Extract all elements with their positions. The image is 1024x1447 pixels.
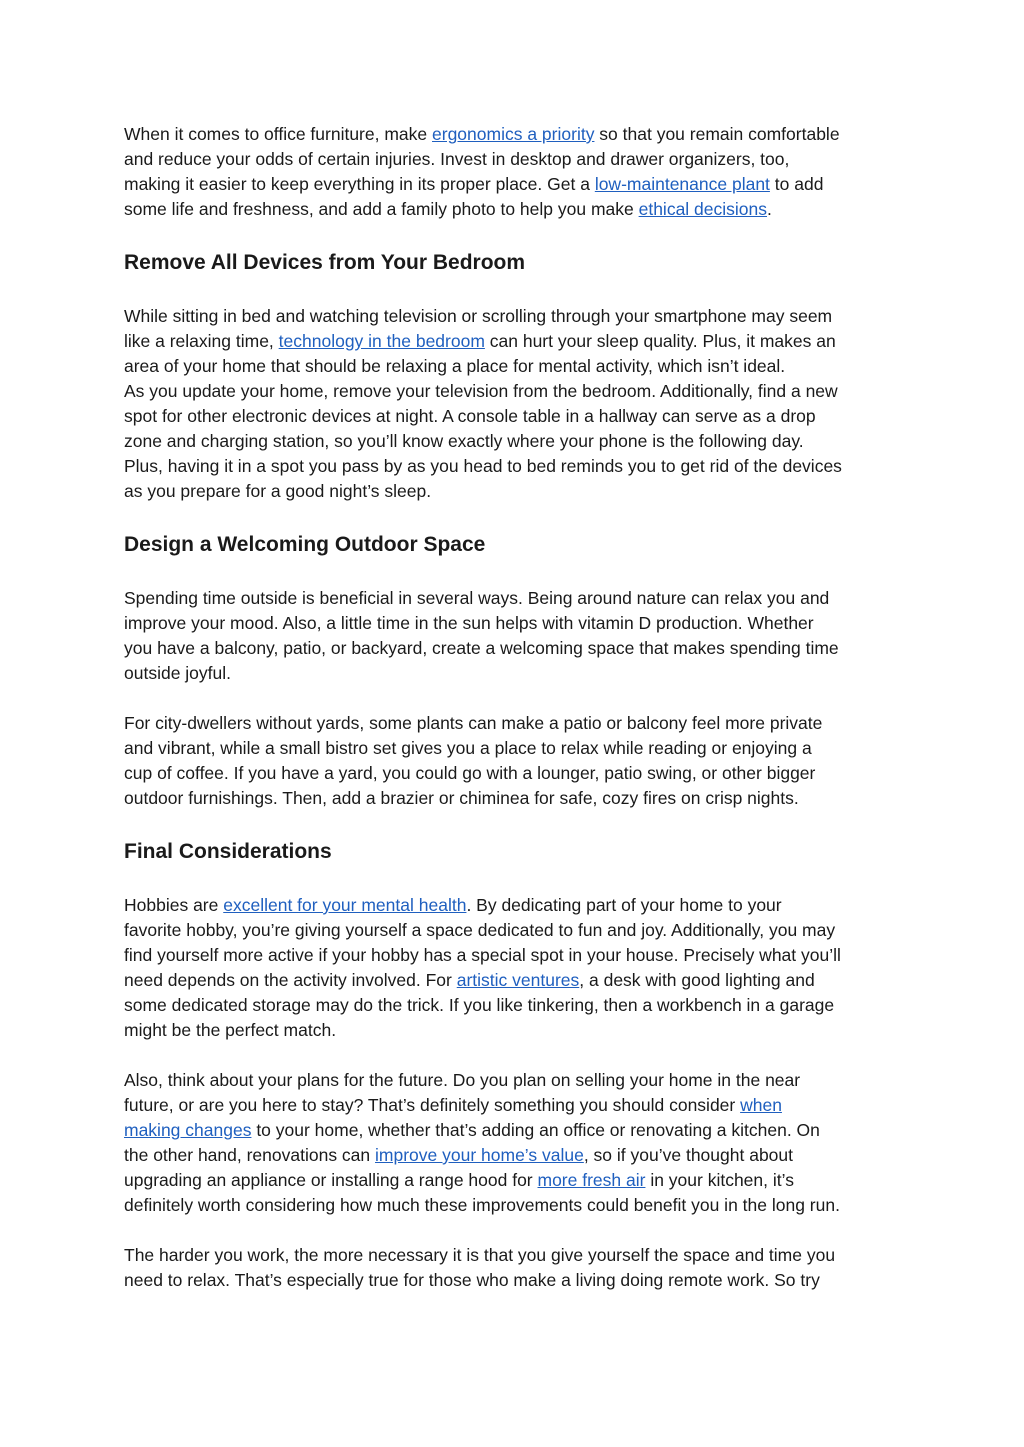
text-line: favorite hobby, you’re giving yourself a space dedicated to fun and joy. Additionally, you may	[124, 920, 836, 940]
heading-outdoor: Design a Welcoming Outdoor Space	[124, 533, 486, 556]
text-line	[124, 968, 914, 993]
text-run: so that you remain comfortable	[594, 124, 840, 144]
text-run: .	[767, 199, 772, 219]
final-paragraph-1	[124, 893, 914, 1043]
when-making-changes-link-cont[interactable]: making changes	[124, 1120, 252, 1140]
text-line: and vibrant, while a small bistro set gives you a place to relax while reading or enjoying a	[124, 738, 812, 758]
text-line: and reduce your odds of certain injuries. Invest in desktop and drawer organizers, too,	[124, 149, 790, 169]
outdoor-paragraph-1	[124, 586, 914, 686]
text-line: some dedicated storage may do the trick. If you like tinkering, then a workbench in a garage	[124, 995, 835, 1015]
text-run: , a desk with good lighting and	[579, 970, 815, 990]
text-line	[124, 197, 914, 222]
final-paragraph-3	[124, 1243, 914, 1293]
text-line	[124, 122, 914, 147]
text-line	[124, 1093, 914, 1118]
text-line: zone and charging station, so you’ll know exactly where your phone is the following day.	[124, 431, 804, 451]
text-line	[124, 893, 914, 918]
text-line: outside joyful.	[124, 663, 232, 683]
text-line: as you prepare for a good night’s sleep.	[124, 481, 432, 501]
text-run: future, or are you here to stay? That’s definitely something you should consider	[124, 1095, 741, 1115]
text-line: Spending time outside is beneficial in several ways. Being around nature can relax you and	[124, 588, 830, 608]
text-line: you have a balcony, patio, or backyard, create a welcoming space that makes spending time	[124, 638, 839, 658]
text-line	[124, 1143, 914, 1168]
text-line: area of your home that should be relaxing a place for mental activity, which isn’t ideal.	[124, 356, 786, 376]
text-run: some life and freshness, and add a family photo to help you make	[124, 199, 639, 219]
ethical-decisions-link[interactable]: ethical decisions	[638, 199, 768, 219]
text-line: might be the perfect match.	[124, 1020, 337, 1040]
outdoor-paragraph-2	[124, 711, 914, 811]
text-run: . By dedicating part of your home to your	[466, 895, 782, 915]
text-line	[124, 329, 914, 354]
text-run: When it comes to office furniture, make	[124, 124, 433, 144]
text-line: definitely worth considering how much these improvements could benefit you in the long run.	[124, 1195, 840, 1215]
mental-health-link[interactable]: excellent for your mental health	[223, 895, 467, 915]
text-line	[124, 1118, 914, 1143]
text-line	[124, 1168, 914, 1193]
text-line: As you update your home, remove your television from the bedroom. Additionally, find a new	[124, 381, 838, 401]
text-line: improve your mood. Also, a little time in the sun helps with vitamin D production. Whether	[124, 613, 814, 633]
text-line: Plus, having it in a spot you pass by as you head to bed reminds you to get rid of the devices	[124, 456, 842, 476]
more-fresh-air-link[interactable]: more fresh air	[537, 1170, 646, 1190]
when-making-changes-link[interactable]: when	[740, 1095, 782, 1115]
text-line: Also, think about your plans for the future. Do you plan on selling your home in the near	[124, 1070, 801, 1090]
text-line: spot for other electronic devices at night. A console table in a hallway can serve as a drop	[124, 406, 816, 426]
text-line: find yourself more active if your hobby has a special spot in your house. Precisely what you’ll	[124, 945, 841, 965]
text-run: to your home, whether that’s adding an office or renovating a kitchen. On	[251, 1120, 820, 1140]
document-page	[124, 122, 914, 1293]
text-line	[124, 172, 914, 197]
bedroom-paragraph-2	[124, 379, 914, 504]
low-maintenance-plant-link[interactable]: low-maintenance plant	[594, 174, 770, 194]
text-run: like a relaxing time,	[124, 331, 279, 351]
text-line: cup of coffee. If you have a yard, you could go with a lounger, patio swing, or other bigger	[124, 763, 816, 783]
text-run: upgrading an appliance or installing a range hood for	[124, 1170, 538, 1190]
text-line: For city-dwellers without yards, some plants can make a patio or balcony feel more private	[124, 713, 823, 733]
heading-bedroom: Remove All Devices from Your Bedroom	[124, 251, 526, 274]
text-run: making it easier to keep everything in its proper place. Get a	[124, 174, 595, 194]
improve-home-value-link[interactable]: improve your home’s value	[375, 1145, 584, 1165]
text-line: The harder you work, the more necessary it is that you give yourself the space and time you	[124, 1245, 836, 1265]
ergonomics-link[interactable]: ergonomics a priority	[432, 124, 595, 144]
text-run: in your kitchen, it’s	[645, 1170, 794, 1190]
intro-paragraph	[124, 122, 914, 222]
text-run: , so if you’ve thought about	[583, 1145, 793, 1165]
text-run: to add	[769, 174, 824, 194]
text-run: need depends on the activity involved. For	[124, 970, 457, 990]
technology-bedroom-link[interactable]: technology in the bedroom	[278, 331, 485, 351]
text-run: Hobbies are	[124, 895, 224, 915]
final-paragraph-2	[124, 1068, 914, 1218]
text-run: can hurt your sleep quality. Plus, it makes an	[484, 331, 836, 351]
artistic-ventures-link[interactable]: artistic ventures	[456, 970, 580, 990]
text-run: the other hand, renovations can	[124, 1145, 376, 1165]
text-line: While sitting in bed and watching television or scrolling through your smartphone may seem	[124, 306, 833, 326]
bedroom-paragraph-1	[124, 304, 914, 379]
text-line: outdoor furnishings. Then, add a brazier or chiminea for safe, cozy fires on crisp nights.	[124, 788, 799, 808]
heading-final: Final Considerations	[124, 840, 332, 863]
text-line: need to relax. That’s especially true for those who make a living doing remote work. So try	[124, 1270, 820, 1290]
